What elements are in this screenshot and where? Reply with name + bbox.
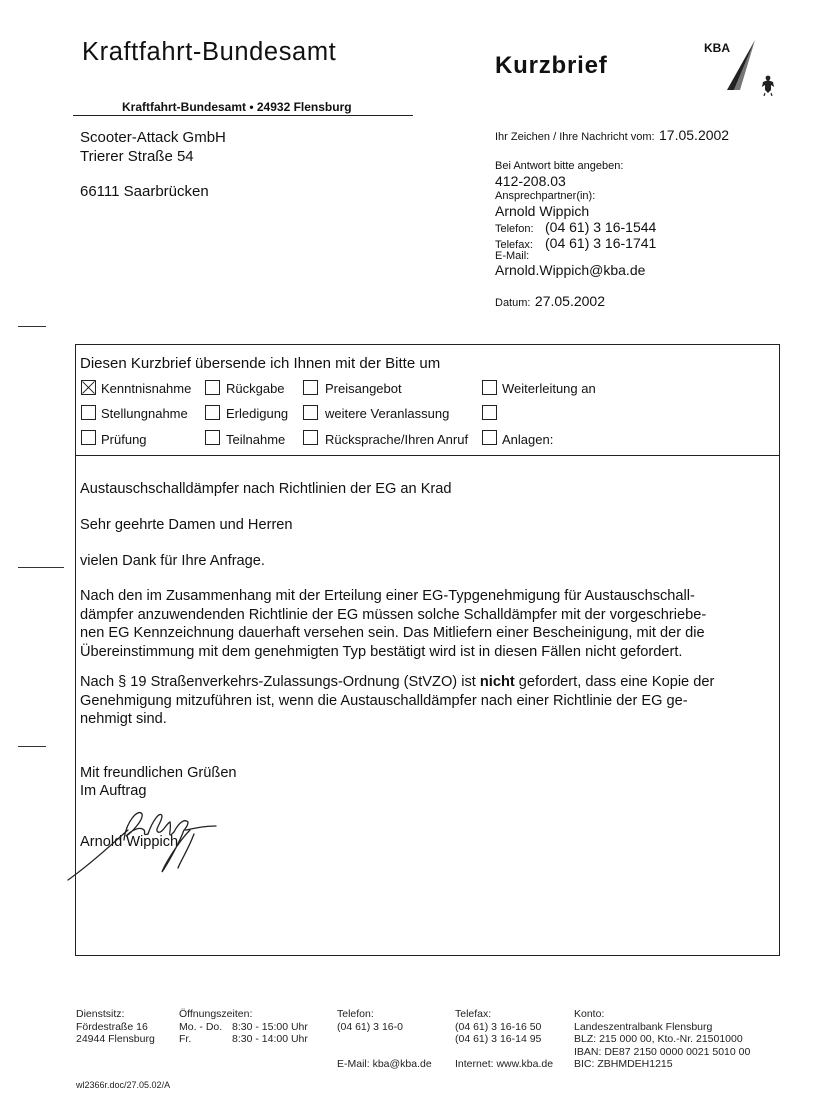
letter-closing: Mit freundlichen Grüßen [80, 765, 237, 781]
checkbox-teilnahme[interactable] [205, 430, 220, 445]
checkbox-weiterleitung[interactable] [482, 380, 497, 395]
paragraph-line: Genehmigung mitzuführen ist, wenn die Austauschalldämpfer nach einer Richtlinie der EG ge- [80, 692, 688, 709]
recipient-address [80, 128, 226, 201]
footer-internet[interactable]: Internet: www.kba.de [455, 1058, 554, 1071]
reply-reference: 412-208.03 [495, 173, 566, 189]
date-label: Datum: [495, 297, 531, 309]
contact-label: Ansprechpartner(in): [495, 190, 596, 202]
fax-value-2: (04 61) 3 16-14 95 [455, 1033, 542, 1046]
contact-name: Arnold Wippich [495, 203, 590, 219]
signatory-name: Arnold Wippich [80, 834, 179, 850]
footer-fax [455, 1008, 553, 1071]
account-bic: BIC: ZBHMDEH1215 [574, 1058, 673, 1071]
office-street: Fördestraße 16 [76, 1020, 148, 1033]
recipient-company: Scooter-Attack GmbH [80, 129, 226, 146]
checkbox-kenntnisnahme[interactable] [81, 380, 96, 395]
fold-mark [18, 326, 46, 327]
checkbox-erledigung[interactable] [205, 405, 220, 420]
option-label: Preisangebot [325, 381, 402, 396]
letter-opening: vielen Dank für Ihre Anfrage. [80, 553, 265, 569]
checkbox-anlagen[interactable] [482, 430, 497, 445]
option-label: Kenntnisnahme [101, 381, 192, 396]
checkbox-blank[interactable] [482, 405, 497, 420]
footer-phone [337, 1008, 432, 1071]
document-reference: wl2366r.doc/27.05.02/A [76, 1080, 171, 1090]
paragraph-line: nen EG Kennzeichnung dauerhaft versehen sein. Das Mitliefern einer Bescheinigung, mit der die [80, 625, 705, 642]
fax-value: (04 61) 3 16-1741 [545, 235, 657, 251]
handwritten-signature-icon [66, 800, 246, 890]
paragraph-line: Nach § 19 Straßenverkehrs-Zulassungs-Ordnung (StVZO) ist nicht gefordert, dass eine Kopie der [80, 674, 715, 690]
phone-value: (04 61) 3 16-0 [337, 1020, 403, 1033]
checkbox-weitere-veranlassung[interactable] [303, 405, 318, 420]
reference-row [495, 127, 729, 145]
paragraph-line: Übereinstimmung mit dem genehmigten Typ bestätigt wird ist in diesen Fällen nicht gefordert. [80, 643, 683, 660]
hours-label: Öffnungszeiten: [179, 1008, 253, 1020]
phone-label: Telefon: [495, 223, 534, 235]
option-label: Rückgabe [226, 381, 285, 396]
letter-paragraph-1 [80, 587, 740, 661]
account-label: Konto: [574, 1008, 605, 1020]
email-link[interactable]: Arnold.Wippich@kba.de [495, 262, 646, 278]
option-label: weitere Veranlassung [325, 406, 450, 421]
paragraph-line: nehmigt sind. [80, 711, 167, 728]
footer-office [76, 1008, 155, 1046]
phone-value: (04 61) 3 16-1544 [545, 219, 657, 235]
footer-email[interactable]: E-Mail: kba@kba.de [337, 1058, 432, 1071]
document-type-title: Kurzbrief [495, 52, 608, 79]
office-label: Dienstsitz: [76, 1008, 125, 1020]
fax-label: Telefax: [495, 239, 533, 251]
checkbox-pruefung[interactable] [81, 430, 96, 445]
date-row [495, 293, 605, 311]
letter-closing-im-auftrag: Im Auftrag [80, 783, 147, 799]
organization-title: Kraftfahrt-Bundesamt [82, 38, 337, 66]
checkbox-preisangebot[interactable] [303, 380, 318, 395]
option-label: Erledigung [226, 406, 289, 421]
letter-salutation: Sehr geehrte Damen und Herren [80, 517, 293, 533]
fold-mark [18, 746, 46, 747]
checkbox-stellungnahme[interactable] [81, 405, 96, 420]
footer-account [574, 1008, 750, 1071]
hours-row: Mo. - Do. 8:30 - 15:00 Uhr [179, 1020, 308, 1033]
recipient-street: Trierer Straße 54 [80, 148, 194, 165]
paragraph-line: Nach den im Zusammenhang mit der Erteilung einer EG-Typgenehmigung für Austauschschall- [80, 588, 695, 604]
letter-subject: Austauschschalldämpfer nach Richtlinien der EG an Krad [80, 481, 452, 497]
request-intro: Diesen Kurzbrief übersende ich Ihnen mit der Bitte um [80, 355, 441, 372]
recipient-city: 66111 Saarbrücken [80, 183, 209, 200]
account-blz: BLZ: 215 000 00, Kto.-Nr. 21501000 [574, 1033, 743, 1046]
emphasis-nicht: nicht [479, 674, 515, 690]
kba-logo-label: KBA [704, 41, 730, 55]
account-iban: IBAN: DE87 2150 0000 0021 5010 00 [574, 1045, 751, 1058]
email-label: E-Mail: [495, 250, 530, 262]
option-label: Prüfung [101, 432, 147, 447]
sender-underline [73, 115, 413, 116]
option-label: Stellungnahme [101, 406, 188, 421]
fax-value-1: (04 61) 3 16-16 50 [455, 1020, 542, 1033]
checkbox-rueckgabe[interactable] [205, 380, 220, 395]
reply-label: Bei Antwort bitte angeben: [495, 160, 624, 172]
option-label: Teilnahme [226, 432, 286, 447]
letter-paragraph-2 [80, 673, 740, 729]
request-section-divider [75, 455, 780, 456]
footer-hours [179, 1008, 308, 1046]
reference-date: 17.05.2002 [659, 127, 730, 143]
hours-row: Fr. 8:30 - 14:00 Uhr [179, 1033, 308, 1046]
fax-label: Telefax: [455, 1008, 492, 1020]
sender-return-address: Kraftfahrt-Bundesamt • 24932 Flensburg [122, 100, 352, 114]
reference-label: Ihr Zeichen / Ihre Nachricht vom: [495, 131, 655, 143]
punch-mark [18, 567, 64, 568]
checkbox-ruecksprache[interactable] [303, 430, 318, 445]
option-label: Rücksprache/Ihren Anruf [325, 432, 469, 447]
option-label: Anlagen: [502, 432, 554, 447]
paragraph-line: dämpfer anzuwendenden Richtlinie der EG müssen solche Schalldämpfer mit der vorgeschriebe- [80, 606, 707, 623]
option-label: Weiterleitung an [502, 381, 596, 396]
date-value: 27.05.2002 [534, 293, 605, 309]
office-city: 24944 Flensburg [76, 1033, 155, 1046]
account-bank: Landeszentralbank Flensburg [574, 1020, 713, 1033]
phone-label: Telefon: [337, 1008, 374, 1020]
